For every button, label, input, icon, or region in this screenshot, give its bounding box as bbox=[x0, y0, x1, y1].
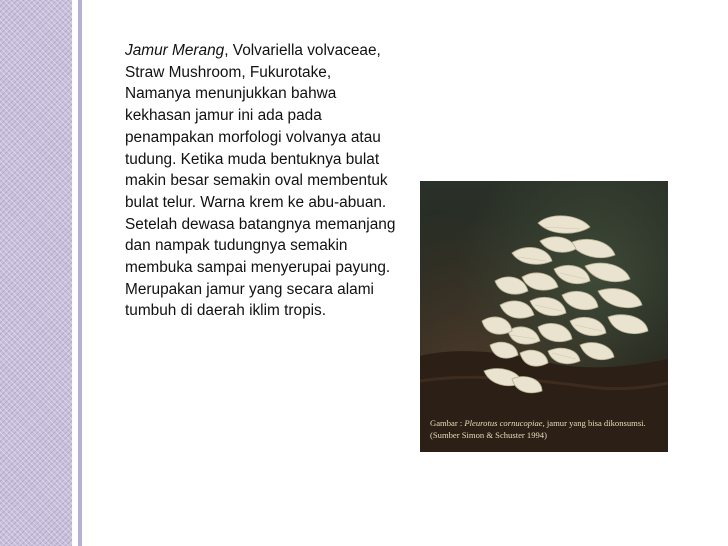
decorative-side-band bbox=[0, 0, 72, 546]
mushroom-cluster-illustration bbox=[420, 181, 668, 452]
caption-prefix: Gambar : bbox=[430, 418, 465, 428]
caption-source: (Sumber Simon & Schuster 1994) bbox=[430, 430, 547, 440]
caption-suffix: , jamur yang bisa dikonsumsi. bbox=[542, 418, 646, 428]
description-text: , Volvariella volvaceae, Straw Mushroom, Fukurotake, Namanya menunjukkan bahwa kekhasan jamur ini ada pada penampakan morfologi volvanya atau tudung. Ketika muda bentuknya bulat makin besar semakin oval membentuk bulat telur. Warna krem ke abu-abuan. Setelah dewasa batangnya memanjang dan nampak tudungnya semakin membuka sampai menyerupai payung. Merupakan jamur yang secara alami tumbuh di daerah iklim tropis. bbox=[125, 42, 396, 320]
caption-species: Pleurotus cornucopiae bbox=[464, 418, 543, 428]
mushroom-photo bbox=[420, 181, 668, 452]
decorative-divider-line bbox=[78, 0, 82, 546]
slide-body-text bbox=[125, 40, 400, 322]
photo-caption bbox=[430, 417, 665, 441]
mushroom-name-italic: Jamur Merang bbox=[125, 42, 225, 59]
